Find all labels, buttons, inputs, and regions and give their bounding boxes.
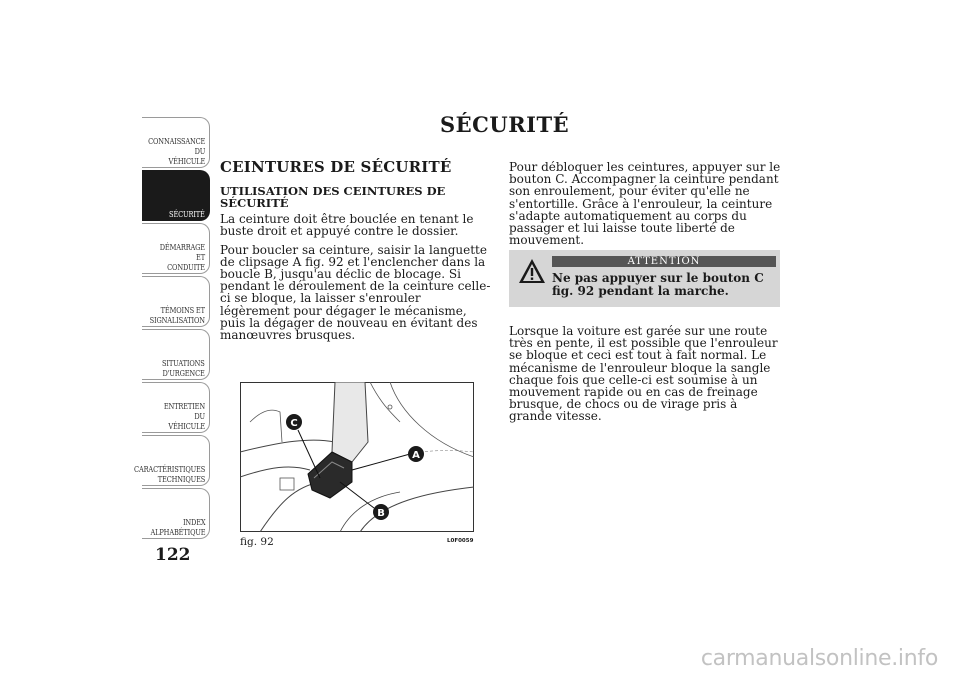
- tab-connaissance-du-vehicule[interactable]: [142, 117, 210, 168]
- section-heading: CEINTURES DE SÉCURITÉ: [220, 158, 452, 176]
- callout-c: [373, 504, 389, 520]
- page-number: 122: [155, 545, 191, 565]
- callout-a-label: A: [412, 450, 420, 461]
- figure-code: L0F0059: [447, 538, 474, 544]
- callout-b-label: C: [290, 418, 298, 429]
- right-column-bottom: [509, 325, 781, 429]
- paragraph: Lorsque la voiture est garée sur une route très en pente, il est possible que l'enrouleur se bloque et ceci est tout à fait normal. Le mécanisme de l'enrouleur bloque la sangle chaque fois que celle-ci est soumise à un mouvement rapide ou en cas de freinage brusque, de chocs ou de virage pris à grande vitesse.: [509, 324, 778, 424]
- tab-caracteristiques-techniques[interactable]: [133, 435, 210, 486]
- paragraph: Pour débloquer les ceintures, appuyer sur le bouton C. Accompagner la ceinture pendant son enroulement, pour éviter qu'elle ne s'entortille. Grâce à l'enrouleur, la ceinture s'adapte automatiquement au corps du passager et lui laisse toute liberté de mouvement.: [509, 160, 781, 248]
- page-title: SÉCURITÉ: [440, 112, 570, 137]
- subheading: UTILISATION DES CEINTURES DE SÉCURITÉ: [220, 184, 446, 211]
- warning-box: [509, 250, 780, 307]
- callout-b: [286, 414, 302, 430]
- tab-demarrage-et-conduite[interactable]: [142, 223, 210, 274]
- warning-triangle-icon: [518, 258, 546, 284]
- tab-label: TÉMOINS ET SIGNALISATION: [149, 306, 205, 326]
- tab-entretien-du-vehicule[interactable]: [142, 382, 210, 433]
- tab-securite[interactable]: [142, 170, 210, 221]
- seatbelt-illustration: [240, 382, 474, 532]
- tab-index-alphabetique[interactable]: [142, 488, 210, 539]
- right-column: [509, 161, 781, 252]
- callout-c-label: B: [377, 508, 385, 519]
- tab-label: DÉMARRAGE ET CONDUITE: [159, 243, 205, 273]
- paragraph: La ceinture doit être bouclée en tenant le buste droit et appuyé contre le dossier.: [220, 212, 474, 239]
- warning-text: Ne pas appuyer sur le bouton C fig. 92 pendant la marche.: [552, 271, 764, 298]
- tab-label: INDEX ALPHABÉTIQUE: [150, 518, 205, 538]
- tab-situations-d-urgence[interactable]: [142, 329, 210, 380]
- tab-label: CARACTÉRISTIQUES TECHNIQUES: [133, 465, 205, 485]
- tab-temoins-et-signalisation[interactable]: [142, 276, 210, 327]
- watermark: carmanualsonline.info: [700, 646, 938, 671]
- figure-caption: fig. 92: [240, 536, 274, 548]
- paragraph: Pour boucler sa ceinture, saisir la languette de clipsage A fig. 92 et l'enclencher dans la boucle B, jusqu'au déclic de blocage. Si pendant le déroulement de la ceinture celle-ci se bloque, la laisser s'enrouler légèrement pour dégager le mécanisme, puis la dégager de nouveau en évitant des manœuvres brusques.: [220, 242, 491, 343]
- callout-a: [408, 446, 424, 462]
- tab-label: SITUATIONS D'URGENCE: [162, 359, 205, 379]
- warning-title: ATTENTION: [552, 256, 776, 267]
- tab-label: CONNAISSANCE DU VÉHICULE: [147, 137, 205, 167]
- left-column: [220, 158, 492, 347]
- tab-label: ENTRETIEN DU VÉHICULE: [163, 402, 205, 432]
- tab-label: SÉCURITÉ: [169, 210, 205, 220]
